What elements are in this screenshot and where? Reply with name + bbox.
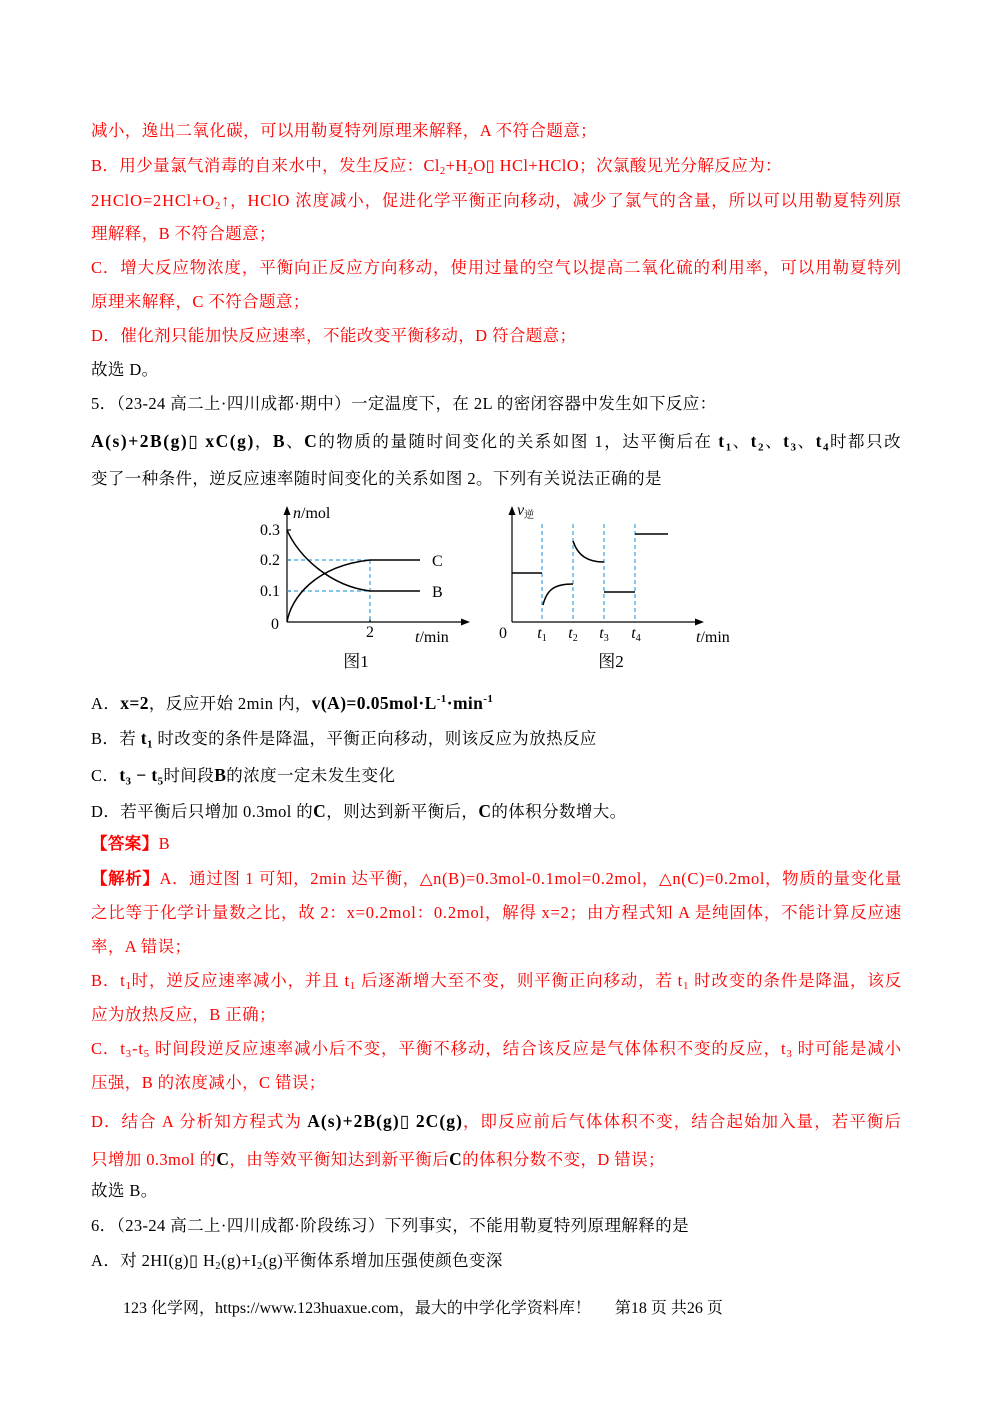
text-segment: 6．（23-24 高二上·四川成都·阶段练习）下列事实，不能用勒夏特列原理解释的是 — [91, 1216, 690, 1235]
x-tick-label: t4 — [631, 625, 641, 644]
line-text — [91, 468, 662, 490]
text-segment: +H — [445, 156, 468, 175]
x-axis-arrow — [695, 619, 704, 626]
text-segment: 故选 B。 — [91, 1181, 158, 1200]
page-footer — [123, 1298, 723, 1320]
line-text — [91, 1148, 665, 1171]
text-segment: ，反应开始 2min 内， — [148, 694, 312, 714]
text-segment: 减小，逸出二氧化碳，可以用勒夏特列原理来解释，A 不符合题意； — [91, 121, 598, 140]
line-text — [91, 1110, 902, 1133]
y-axis-arrow — [284, 506, 291, 515]
text-segment: B．若 — [91, 729, 141, 748]
option-a — [91, 688, 902, 714]
conclusion-line — [91, 1180, 902, 1202]
formula-segment: 1 — [146, 738, 153, 751]
text-segment: 的体积分数增大。 — [491, 802, 627, 821]
text-segment: 5 — [143, 1049, 150, 1061]
text-segment: 压强，B 的浓度减小，C 错误； — [91, 1073, 326, 1092]
text-segment: 2 — [215, 1261, 221, 1273]
formula-segment: C — [313, 801, 327, 821]
formula-segment: t — [119, 765, 126, 785]
formula-segment: C — [304, 431, 319, 451]
text-segment: 【解析】 — [91, 869, 160, 888]
line-text — [91, 291, 310, 313]
text-segment: 、 — [797, 432, 816, 451]
line-text — [91, 902, 902, 924]
line-text — [91, 430, 902, 458]
option-d — [91, 800, 902, 822]
text-segment: 原理来解释，C 不符合题意； — [91, 292, 310, 311]
formula-segment: v(A)=0.05mol·L — [311, 693, 437, 714]
x-axis-arrow — [461, 619, 470, 626]
rate-segment — [543, 584, 573, 605]
figure-1 — [260, 505, 470, 671]
text-segment: (g)+I — [220, 1251, 257, 1270]
text-segment: 时改变的条件是降温，该反 — [689, 971, 903, 990]
formula-segment: -1 — [436, 693, 447, 705]
text-segment: ， — [254, 432, 273, 451]
formula-segment: 1 — [725, 441, 733, 454]
series-label-c: C — [432, 553, 443, 570]
analysis-line — [91, 936, 902, 958]
y-tick-label: 0.2 — [260, 552, 280, 569]
text-segment: 、 — [732, 432, 751, 451]
y-tick-label: 0.1 — [260, 583, 280, 600]
formula-segment: t — [815, 431, 823, 451]
text-segment: 应为放热反应，B 正确； — [91, 1005, 276, 1024]
answer-line — [91, 833, 902, 855]
line-text — [91, 970, 902, 998]
text-segment: ，由等效平衡知达到新平衡后 — [229, 1150, 450, 1169]
x-tick-label: 2 — [366, 624, 374, 641]
formula-segment: B — [272, 431, 287, 451]
formula-segment: t — [750, 431, 759, 451]
text-segment: 1 — [683, 981, 690, 993]
line-text — [91, 1004, 276, 1026]
text-segment: D．催化剂只能加快反应速率，不能改变平衡移动，D 符合题意； — [91, 326, 577, 345]
analysis-line — [91, 1072, 902, 1094]
origin-label: 0 — [499, 625, 507, 642]
text-segment: 时间段 — [163, 766, 215, 785]
formula-segment: t — [718, 431, 726, 451]
x-tick-label: t1 — [537, 625, 547, 644]
analysis-line — [91, 902, 902, 924]
line-text — [91, 359, 159, 381]
text-segment: A．对 2HI(g)▯ H — [91, 1251, 216, 1270]
analysis-line — [91, 1148, 902, 1170]
line-text — [91, 936, 191, 958]
text-segment: 变了一种条件，逆反应速率随时间变化的关系如图 2。下列有关说法正确的是 — [91, 469, 662, 488]
text-segment: ，则达到新平衡后， — [326, 802, 479, 821]
footer-page-number: 第18 页 共26 页 — [614, 1300, 723, 1317]
text-segment: B．用少量氯气消毒的自来水中，发生反应：Cl — [91, 156, 440, 175]
text-segment: C． — [91, 766, 120, 785]
x-tick-label: t3 — [599, 625, 609, 644]
footer-site: 123 化学网，https://www.123huaxue.com，最大的中学化学资料库！ — [123, 1300, 591, 1317]
previous-analysis-line — [91, 120, 902, 142]
text-segment: A． — [91, 694, 121, 714]
previous-conclusion — [91, 359, 902, 381]
line-text — [91, 393, 717, 415]
formula-segment: B — [214, 765, 227, 785]
figure-caption: 图1 — [343, 652, 369, 671]
text-segment: 只增加 0.3mol 的 — [91, 1150, 217, 1169]
text-segment: D．若平衡后只增加 0.3mol 的 — [91, 802, 314, 821]
formula-segment: 5 — [157, 775, 164, 788]
previous-analysis-line — [91, 190, 902, 212]
previous-analysis-line — [91, 257, 902, 279]
formula-segment: − t — [131, 765, 158, 785]
text-segment: 的体积分数不变，D 错误； — [462, 1150, 665, 1169]
text-segment: -t — [131, 1039, 144, 1058]
line-text — [91, 1038, 902, 1066]
line-text — [91, 1072, 326, 1094]
rate-segment — [573, 541, 604, 562]
series-label-b: B — [432, 584, 443, 601]
question-6-stem — [91, 1215, 902, 1237]
option-b — [91, 727, 902, 749]
text-segment: 2 — [439, 166, 446, 178]
previous-analysis-line — [91, 223, 902, 245]
text-segment: 故选 D。 — [91, 360, 159, 379]
line-text — [91, 155, 782, 183]
text-segment: 2 — [467, 166, 474, 178]
text-segment: 时，逆反应速率减小，并且 t — [131, 971, 350, 990]
line-text — [91, 1180, 158, 1202]
analysis-line — [91, 868, 902, 890]
text-segment: 时间段逆反应速率减小后不变，平衡不移动，结合该反应是气体体积不变的反应，t — [149, 1039, 787, 1058]
text-segment: O▯ HCl+HClO；次氯酸见光分解反应为： — [473, 156, 782, 175]
text-segment: 理解释，B 不符合题意； — [91, 224, 276, 243]
text-segment: 之比等于化学计量数之比，故 2：x=0.2mol：0.2mol，解得 x=2；由方程式知 A 是纯固体，不能计算反应速 — [91, 903, 902, 922]
question-5-equation-line — [91, 430, 902, 452]
text-segment: C．t — [91, 1039, 126, 1058]
formula-segment: A(s)+2B(g)▯ xC(g) — [91, 431, 255, 451]
formula-segment: 2 — [758, 441, 766, 454]
figures — [0, 490, 993, 680]
line-text — [91, 1215, 689, 1237]
question-6-option-a — [91, 1250, 902, 1272]
figure-caption: 图2 — [598, 652, 624, 671]
text-segment: 、 — [286, 432, 305, 451]
line-text — [91, 257, 902, 279]
text-segment: 后逐渐增大至不变，则平衡正向移动，若 t — [356, 971, 684, 990]
line-text — [91, 868, 902, 890]
y-axis-arrow — [509, 506, 516, 515]
y-axis-label: n/mol — [293, 505, 331, 522]
text-segment: ，即反应前后气体体积不变，结合起始加入量，若平衡后 — [462, 1112, 903, 1131]
text-segment: 的物质的量随时间变化的关系如图 1，达平衡后在 — [318, 432, 719, 451]
line-text — [91, 764, 395, 792]
question-5-stem — [91, 468, 902, 490]
origin-label: 0 — [271, 616, 279, 633]
option-c — [91, 764, 902, 786]
text-segment: (g)平衡体系增加压强使颜色变深 — [262, 1251, 503, 1270]
x-axis-label: t/min — [696, 629, 730, 646]
text-segment: 的浓度一定未发生变化 — [226, 766, 396, 785]
x-tick-label: t2 — [568, 625, 578, 644]
previous-analysis-line — [91, 291, 902, 313]
line-text — [91, 190, 902, 218]
text-segment: 率，A 错误； — [91, 937, 192, 956]
line-text — [91, 688, 493, 715]
formula-segment: C — [216, 1149, 230, 1169]
formula-segment: x=2 — [120, 693, 149, 714]
text-segment: 1 — [125, 981, 132, 993]
text-segment: B — [158, 834, 171, 853]
text-segment: 时改变的条件是降温，平衡正向移动，则该反应为放热反应 — [152, 729, 597, 748]
line-text — [91, 325, 576, 347]
text-segment: 5．（23-24 高二上·四川成都·期中）一定温度下，在 2L 的密闭容器中发生如下反应： — [91, 394, 717, 413]
text-segment: 2HClO=2HCl+O — [91, 191, 215, 210]
text-segment: 、 — [765, 432, 784, 451]
previous-analysis-line — [91, 325, 902, 347]
line-text — [91, 223, 276, 245]
analysis-line — [91, 1038, 902, 1060]
previous-analysis-line — [91, 155, 902, 177]
analysis-line — [91, 1004, 902, 1026]
x-axis-label: t/min — [415, 629, 449, 646]
formula-segment: C — [478, 801, 492, 821]
text-segment: A．通过图 1 可知，2min 达平衡，△n(B)=0.3mol-0.1mol=0.2mol，△n(C)=0.2mol，物质的量变化量 — [159, 869, 902, 888]
text-segment: 3 — [786, 1049, 793, 1061]
text-segment: 1 — [349, 981, 356, 993]
analysis-line — [91, 1110, 902, 1132]
formula-segment: A(s)+2B(g)▯ 2C(g) — [307, 1111, 463, 1131]
line-text — [91, 120, 597, 142]
line-text — [91, 1250, 503, 1278]
text-segment: 【答案】 — [91, 834, 159, 853]
question-5-stem — [91, 393, 902, 415]
line-text — [91, 800, 627, 823]
formula-segment: 4 — [822, 441, 831, 454]
text-segment: 3 — [125, 1049, 132, 1061]
y-tick-label: 0.3 — [260, 522, 280, 539]
formula-segment: 3 — [125, 775, 132, 788]
analysis-line — [91, 970, 902, 992]
formula-segment: ·min — [446, 693, 484, 714]
formula-segment: t — [140, 728, 147, 748]
text-segment: D．结合 A 分析知方程式为 — [91, 1112, 308, 1131]
text-segment: 时可能是减小 — [792, 1039, 902, 1058]
text-segment: B．t — [91, 971, 126, 990]
line-text — [91, 833, 170, 855]
y-axis-label: v逆 — [517, 502, 535, 521]
formula-segment: t — [783, 431, 791, 451]
formula-segment: C — [449, 1149, 463, 1169]
text-segment: 2 — [214, 201, 222, 213]
formula-segment: -1 — [483, 693, 494, 705]
text-segment: ↑，HClO 浓度减小，促进化学平衡正向移动，减少了氯气的含量，所以可以用勒夏特列原 — [221, 191, 902, 210]
formula-segment: 3 — [790, 441, 798, 454]
text-segment: 时都只改 — [830, 432, 903, 451]
text-segment: 2 — [257, 1261, 263, 1273]
line-text — [91, 727, 597, 755]
text-segment: C．增大反应物浓度，平衡向正反应方向移动，使用过量的空气以提高二氧化硫的利用率，可以用勒夏特列 — [91, 258, 902, 277]
figure-2 — [499, 502, 730, 671]
